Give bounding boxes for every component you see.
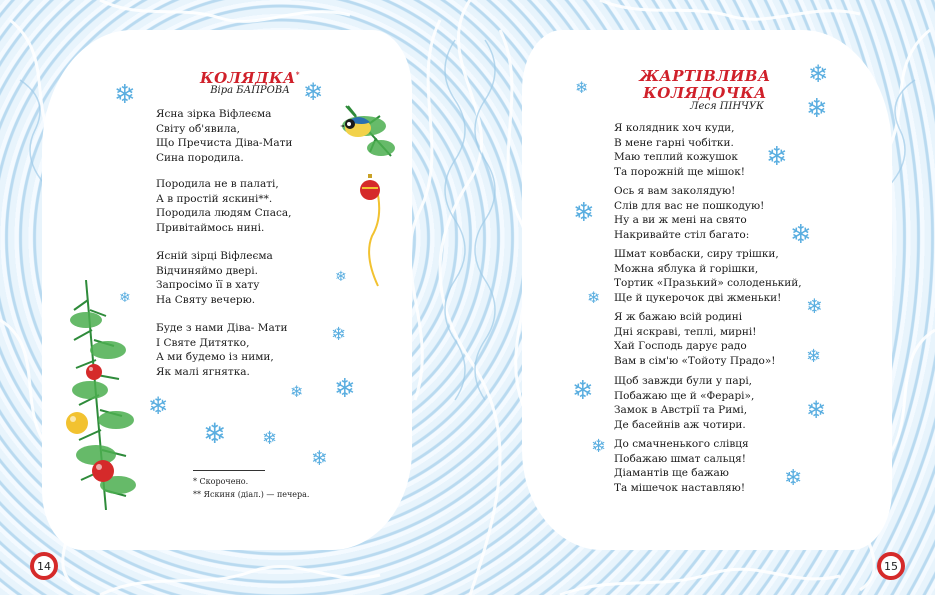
snowflake-icon: ❄ (331, 324, 347, 345)
right-stanza-3 (614, 247, 802, 305)
poem-line: Маю теплий кожушок (614, 151, 738, 163)
poem-line: На Святу вечерю. (156, 293, 256, 306)
poem-line: А ми будемо із ними, (156, 351, 274, 363)
left-poem-title: КОЛЯДКА* (199, 69, 301, 87)
snowflake-icon: ❄ (575, 78, 589, 97)
poem-line: Запросімо її в хату (156, 279, 260, 291)
poem-line: А в простій яскині**. (156, 192, 273, 205)
page-number-right: 15 (877, 552, 905, 580)
snowflake-icon: ❄ (766, 142, 788, 172)
poem-line: Я колядник хоч куди, (614, 122, 735, 134)
right-stanza-6 (614, 437, 749, 495)
page-number-left: 14 (30, 552, 58, 580)
snowflake-icon: ❄ (311, 446, 328, 470)
left-stanza-3 (156, 249, 273, 307)
snowflake-icon: ❄ (591, 436, 607, 457)
snowflake-icon: ❄ (203, 417, 227, 450)
poem-line: Побажаю ще й «Ферарі», (614, 389, 755, 402)
footnote: * Скорочено. (193, 477, 249, 486)
poem-line: Привітаймось нині. (156, 221, 265, 234)
poem-line: Та мішечок наставляю! (614, 481, 746, 494)
bird-icon (340, 112, 376, 142)
poem-line: Шмат ковбаски, сиру трішки, (614, 248, 779, 260)
ornament-icon (358, 174, 382, 202)
poem-line: Ось я вам заколядую! (614, 185, 736, 197)
ornament-icon (64, 410, 90, 436)
footnote-rule (193, 470, 265, 471)
snowflake-icon: ❄ (790, 220, 812, 250)
poem-line: Буде з нами Діва- Мати (156, 322, 288, 334)
poem-line: Накривайте стіл багато: (614, 228, 750, 241)
poem-line: Дні яскраві, теплі, мирні! (614, 325, 757, 338)
poem-line: Замок в Австрії та Римі, (614, 404, 748, 416)
poem-line: Хай Господь дарує радо (614, 340, 747, 352)
snowflake-icon: ❄ (806, 294, 823, 318)
title-line: ЖАРТІВЛИВА (639, 67, 771, 85)
poem-line: Вам в сім'ю «Тойоту Прадо»! (614, 354, 776, 367)
ornament-icon (84, 362, 104, 382)
poem-line: В мене гарні чобітки. (614, 136, 734, 149)
snowflake-icon: ❄ (114, 80, 136, 110)
poem-line: І Святе Дитятко, (156, 336, 250, 349)
left-stanza-1 (156, 107, 292, 165)
poem-line: Ясна зірка Віфлеєма (156, 108, 272, 120)
poem-line: Світу об'явила, (156, 122, 240, 135)
poem-line: Та порожній ще мішок! (614, 165, 746, 178)
poem-line: Ну а ви ж мені на свято (614, 214, 747, 226)
snowflake-icon: ❄ (303, 78, 324, 106)
snowflake-icon: ❄ (119, 290, 131, 306)
right-stanza-2 (614, 184, 764, 242)
left-stanza-2 (156, 177, 291, 235)
snowflake-icon: ❄ (572, 376, 594, 406)
snowflake-icon: ❄ (784, 466, 803, 491)
snowflake-icon: ❄ (806, 396, 827, 424)
poem-line: Ясній зірці Віфлеєма (156, 250, 273, 262)
snowflake-icon: ❄ (335, 269, 347, 285)
poem-line: Тортик «Празький» солоденький, (614, 277, 802, 289)
left-poem-author: Віра БАПРОВА (210, 85, 290, 96)
snowflake-icon: ❄ (806, 346, 822, 367)
poem-line: Що Пречиста Діва-Мати (156, 137, 293, 149)
snowflake-icon: ❄ (262, 428, 278, 449)
snowflake-icon: ❄ (808, 60, 829, 88)
snowflake-icon: ❄ (573, 198, 595, 228)
right-stanza-4 (614, 310, 775, 368)
footnote: ** Яскиня (діал.) — печера. (193, 490, 310, 499)
snowflake-icon: ❄ (587, 288, 601, 307)
snowflake-icon: ❄ (148, 392, 169, 420)
poem-line: Я ж бажаю всій родині (614, 311, 743, 323)
poem-line: Відчиняймо двері. (156, 264, 258, 277)
right-poem-title (620, 68, 790, 102)
right-poem-author: Леся ПІНЧУК (690, 101, 764, 112)
poem-line: Де басейнів аж чотири. (614, 418, 746, 431)
snowflake-icon: ❄ (806, 94, 828, 124)
ornament-icon (90, 458, 116, 484)
poem-line: Як малі ягнятка. (156, 365, 250, 378)
title-line: КОЛЯДОЧКА (643, 84, 767, 102)
snowflake-icon: ❄ (334, 374, 356, 404)
poem-line: Можна яблука й горішки, (614, 262, 759, 275)
poem-line: Ще й цукерочок дві жменьки! (614, 291, 782, 304)
poem-line: Породила людям Спаса, (156, 207, 292, 219)
poem-line: Діамантів ще бажаю (614, 467, 729, 479)
right-stanza-5 (614, 374, 754, 432)
poem-line: Щоб завжди були у парі, (614, 375, 753, 387)
poem-line: До смачненького слівця (614, 438, 749, 450)
snowflake-icon: ❄ (290, 382, 304, 401)
poem-line: Сина породила. (156, 151, 244, 164)
poem-line: Породила не в палаті, (156, 178, 279, 190)
poem-line: Слів для вас не пошкодую! (614, 199, 765, 212)
left-stanza-4 (156, 321, 288, 379)
footnotes (193, 470, 309, 501)
right-stanza-1 (614, 121, 745, 179)
poem-line: Побажаю шмат сальця! (614, 452, 746, 465)
